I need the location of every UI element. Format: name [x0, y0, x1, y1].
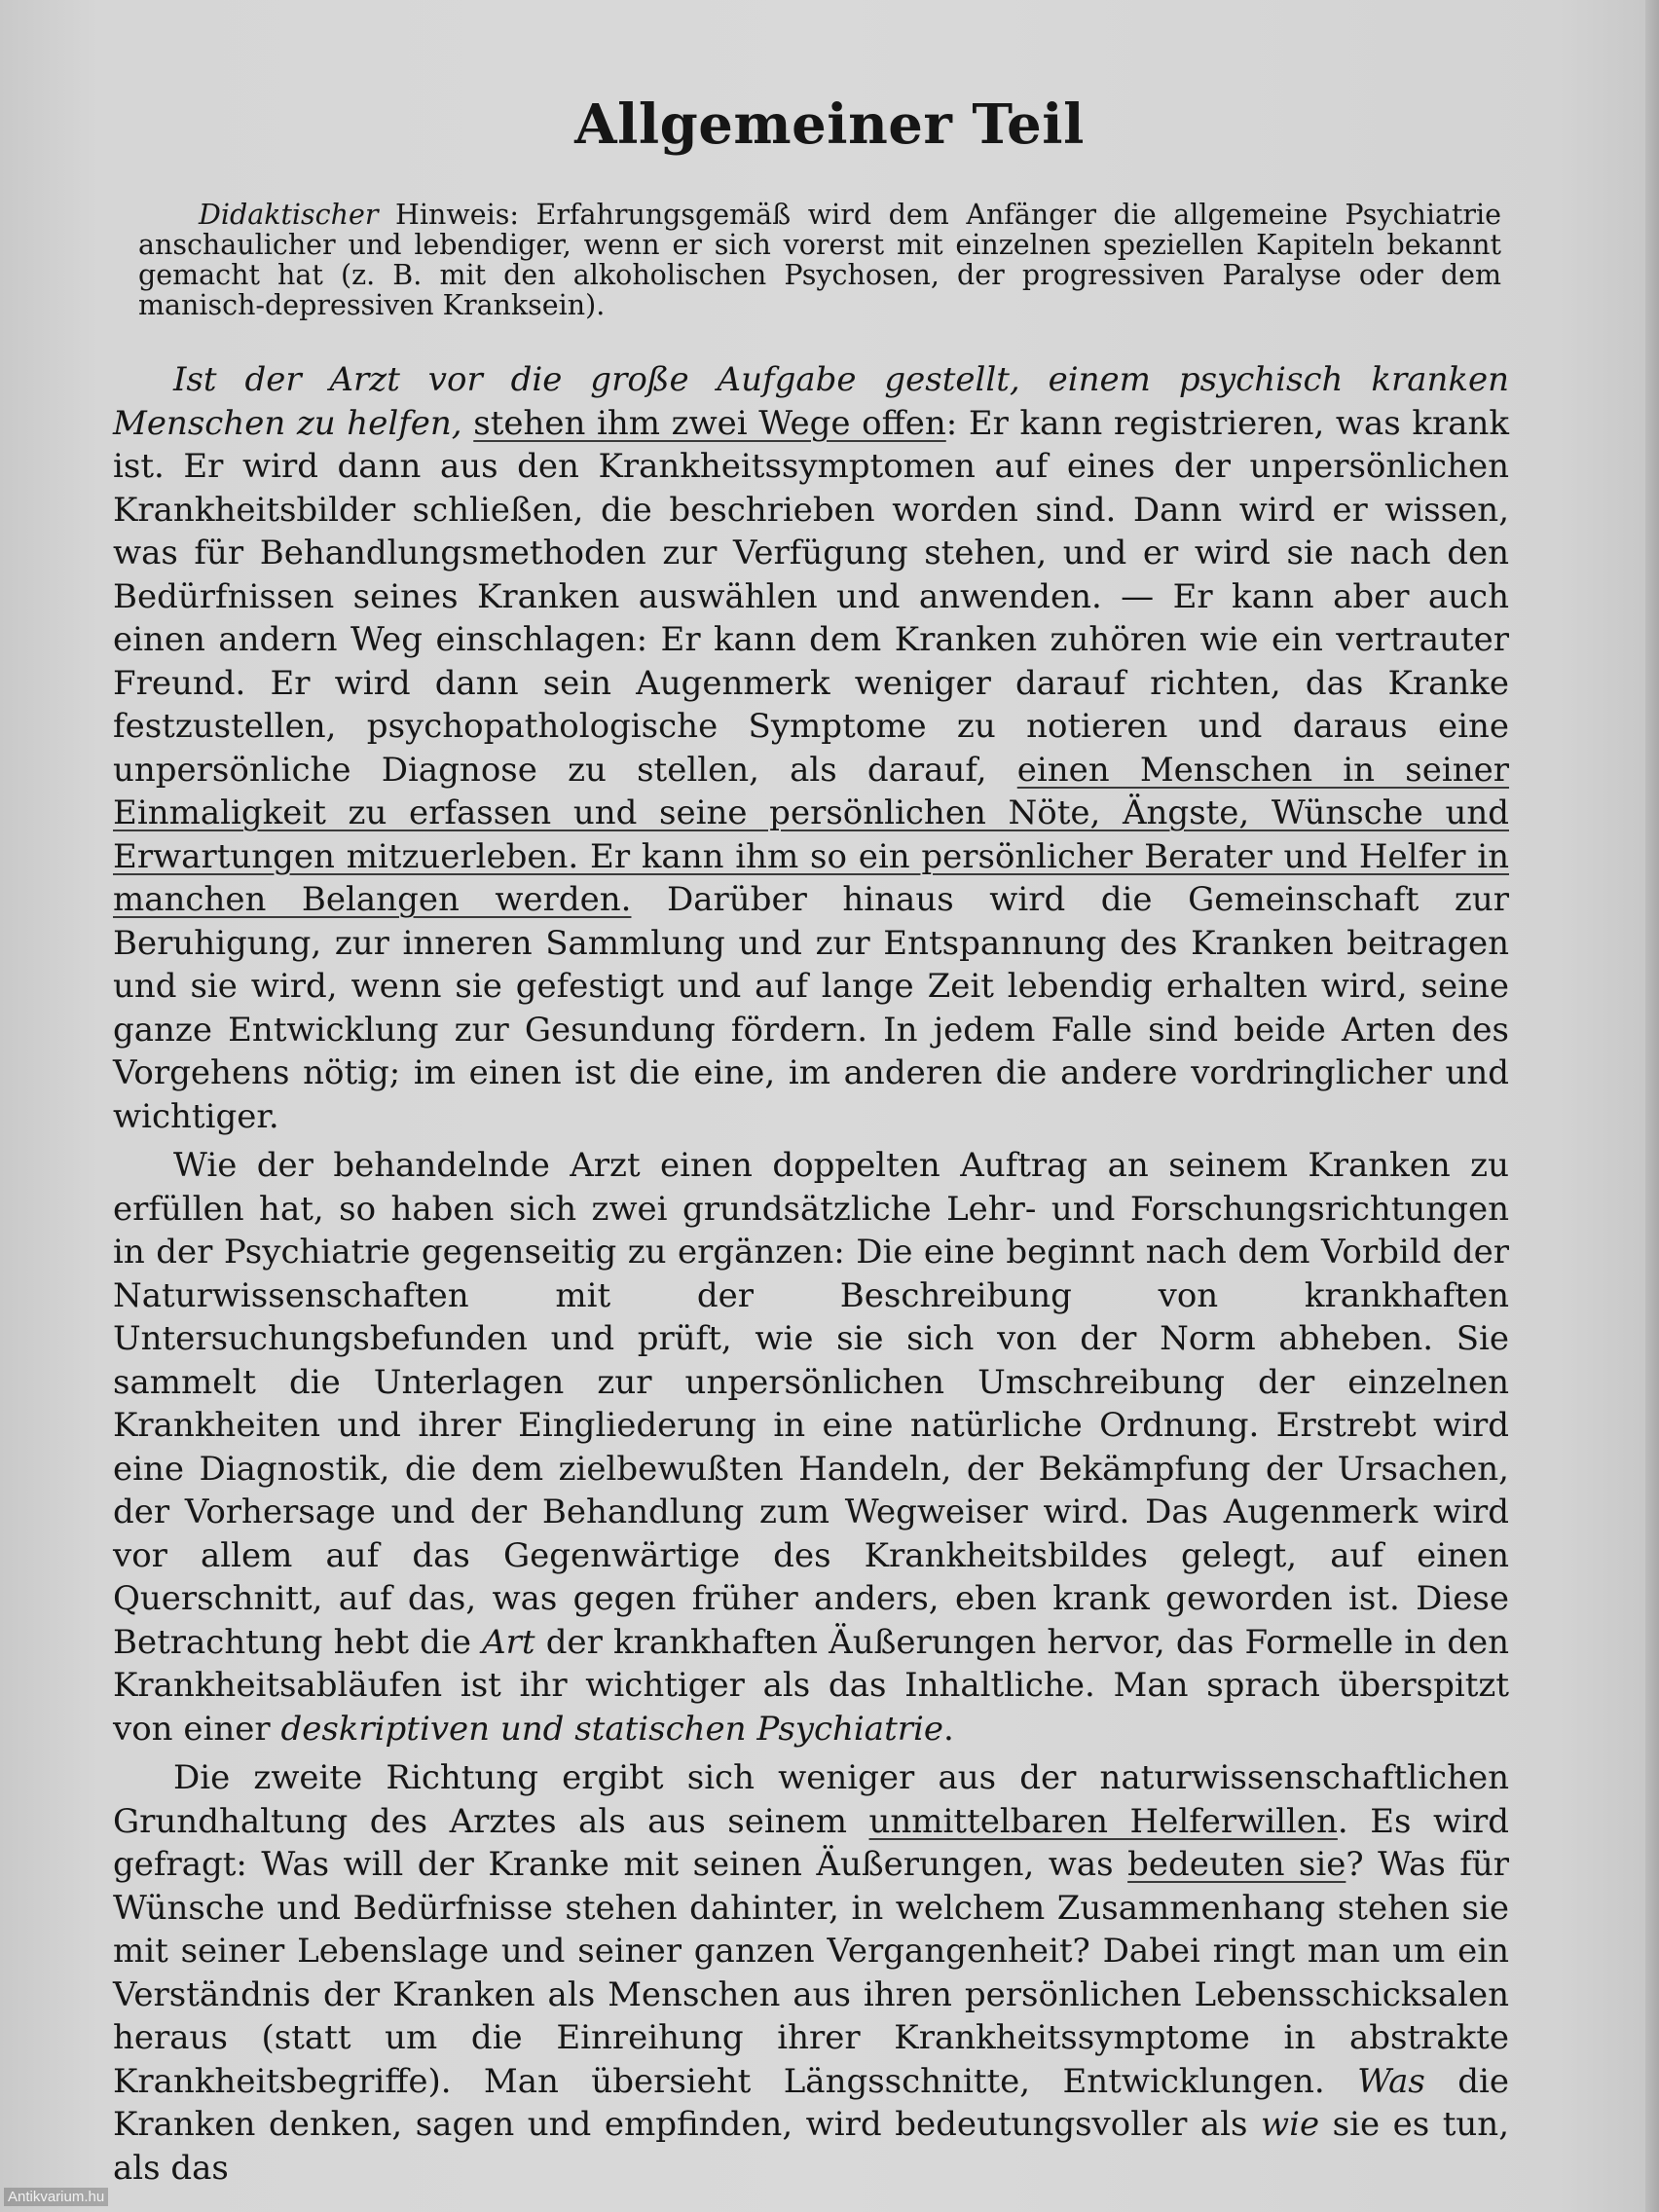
p2-text-b: der krankhaften Äußerungen hervor, das Formelle in den Krankheitsabläufen ist ihr wichtiger als das Inhaltliche. Man sprach überspitzt von einer	[113, 1622, 1509, 1749]
p3-italic-a: Was	[1357, 2061, 1425, 2101]
paragraph-1	[113, 358, 1509, 1138]
p3-underlined-b: bedeuten sie	[1127, 1845, 1346, 1884]
p1-lead-italic: Ist der Arzt vor die große Aufgabe gestellt, einem psychisch kranken Menschen zu helfen,	[113, 360, 1509, 443]
watermark: Antikvarium.hu	[4, 2188, 108, 2206]
p3-underlined-a: unmittelbaren Helferwillen	[868, 1801, 1338, 1841]
paragraph-2	[113, 1144, 1509, 1751]
p1-text-b: Darüber hinaus wird die Gemeinschaft zur Beruhigung, zur inneren Sammlung und zur Entspannung des Kranken beitragen und sie wird, wenn sie gefestigt und auf lange Zeit lebendig erhalten wird, seine ganze Entwicklung zur Gesundung fördern. In jedem Falle sind beide Arten des Vorgehens nötig; im einen ist die eine, im anderen die andere vordringlicher und wichtiger.	[113, 880, 1509, 1136]
hint-text: Hinweis: Erfahrungsgemäß wird dem Anfänger die allgemeine Psychiatrie anschaulicher und lebendiger, wenn er sich vorerst mit einzelnen speziellen Kapiteln bekannt gemacht hat (z. B. mit den alkoholischen Psychosen, der progressiven Paralyse oder dem manisch-depressiven Kranksein).	[138, 199, 1501, 321]
p2-italic-a: Art	[482, 1622, 535, 1662]
p2-text-c: .	[942, 1709, 954, 1749]
p1-underlined-a: stehen ihm zwei Wege offen	[473, 403, 946, 443]
p3-italic-b: wie	[1261, 2105, 1320, 2144]
p1-underlined-b: einen Menschen in seiner Einmaligkeit zu erfassen und seine persönlichen Nöte, Ängste, Wünsche und Erwartungen mitzuerleben. Er kann ihm so ein persönlicher Berater und Helfer in manchen Belangen werden.	[113, 750, 1510, 919]
page-title: Allgemeiner Teil	[574, 92, 1085, 157]
p2-italic-b: deskriptiven und statischen Psychiatrie	[280, 1709, 943, 1749]
didactic-hint	[138, 200, 1501, 320]
main-text	[113, 358, 1509, 2195]
page-edge-shadow	[1645, 0, 1659, 2212]
p3-text-c: ? Was für Wünsche und Bedürfnisse stehen dahinter, in welchem Zusammenhang stehen sie mit seiner Lebenslage und seiner ganzen Vergangenheit? Dabei ringt man um ein Verständnis der Kranken als Menschen aus ihren persönlichen Lebensschicksalen heraus (statt um die Einreihung ihrer Krankheitssymptome in abstrakte Krankheitsbegriffe). Man übersieht Längsschnitte, Entwicklungen.	[113, 1845, 1509, 2101]
p3-text-e: sie es tun, als das	[113, 2105, 1510, 2188]
p2-text-a: Wie der behandelnde Arzt einen doppelten Auftrag an seinem Kranken zu erfüllen hat, so haben sich zwei grundsätzliche Lehr- und Forschungsrichtungen in der Psychiatrie gegenseitig zu ergänzen: Die eine beginnt nach dem Vorbild der Naturwissenschaften mit der Beschreibung von krankhaften Untersuchungsbefunden und prüft, wie sie sich von der Norm abheben. Sie sammelt die Unterlagen zur unpersönlichen Umschreibung der einzelnen Krankheiten und ihrer Eingliederung in eine natürliche Ordnung. Erstrebt wird eine Diagnostik, die dem zielbewußten Handeln, der Bekämpfung der Ursachen, der Vorhersage und der Behandlung zum Wegweiser wird. Das Augenmerk wird vor allem auf das Gegenwärtige des Krankheitsbildes gelegt, auf einen Querschnitt, auf das, was gegen früher anders, eben krank geworden ist. Diese Betrachtung hebt die	[113, 1146, 1509, 1662]
p3-text-b: . Es wird gefragt: Was will der Kranke mit seinen Äußerungen, was	[113, 1801, 1509, 1884]
hint-label: Didaktischer	[199, 199, 379, 231]
p3-text-d: die Kranken denken, sagen und empfinden, wird bedeutungsvoller als	[113, 2061, 1509, 2144]
p3-text-a: Die zweite Richtung ergibt sich weniger aus der naturwissenschaftlichen Grundhaltung des Arztes als aus seinem	[113, 1758, 1509, 1841]
paragraph-3	[113, 1756, 1509, 2190]
p1-text-a: : Er kann registrieren, was krank ist. Er wird dann aus den Krankheitssymptomen auf eines der unpersönlichen Krankheitsbilder schließen, die beschrieben worden sind. Dann wird er wissen, was für Behandlungsmethoden zur Verfügung stehen, und er wird sie nach den Bedürfnissen seines Kranken auswählen und anwenden. — Er kann aber auch einen andern Weg einschlagen: Er kann dem Kranken zuhören wie ein vertrauter Freund. Er wird dann sein Augenmerk weniger darauf richten, das Kranke festzustellen, psychopathologische Symptome zu notieren und daraus eine unpersönliche Diagnose zu stellen, als darauf,	[113, 403, 1509, 790]
